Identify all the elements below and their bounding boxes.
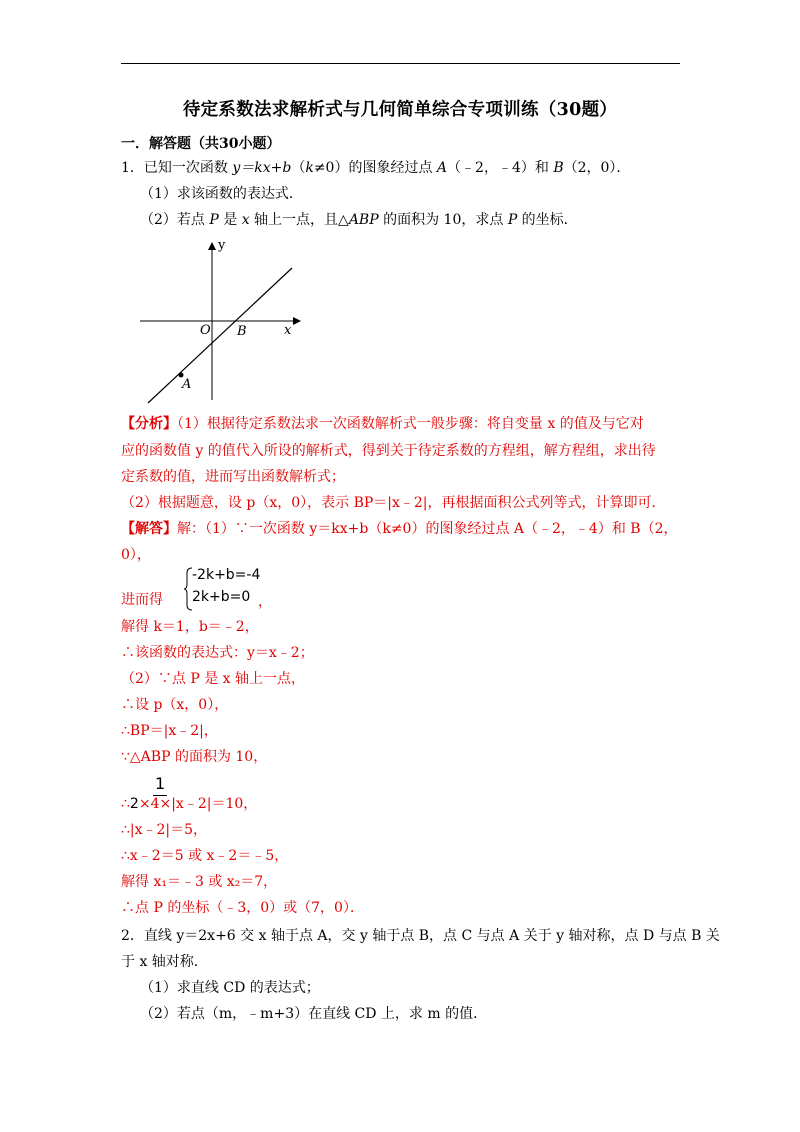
therefore-symbol: ∴	[121, 796, 130, 812]
q1-part2-text-e: 的坐标．	[517, 212, 578, 228]
q1-part2-text-d: 的面积为 10，求点	[378, 212, 508, 228]
solution-line-11: ∴点 P 的坐标（﹣3，0）或（7，0）．	[121, 900, 364, 916]
q1-stem-text-e: （2，0）．	[563, 160, 631, 176]
q2-part1: （1）求直线 CD 的表达式；	[140, 980, 320, 996]
analysis-line-1	[121, 414, 644, 434]
system-row-1: -2k+b=-4	[192, 567, 261, 583]
page-title: 待定系数法求解析式与几何简单综合专项训练（30题）	[182, 100, 618, 120]
solution-line-5: ∴BP＝|x﹣2|，	[121, 723, 218, 739]
q1-part2-point-p: P	[209, 212, 219, 228]
analysis-line-4: （2）根据题意，设 p（x，0），表示 BP＝|x﹣2|，再根据面积公式列等式，计算即可．	[121, 495, 666, 511]
system-prefix: 进而得	[121, 592, 163, 608]
solution-line-7	[121, 794, 257, 814]
q1-stem-text-d: （﹣2，﹣4）和	[447, 160, 554, 176]
x-axis-label: x	[284, 323, 292, 338]
q1-stem-point-b: B	[553, 160, 564, 176]
origin-label: O	[200, 323, 211, 338]
answer-tag: 【解答】	[121, 521, 177, 537]
function-line	[148, 268, 292, 403]
q2-part2: （2）若点（m，﹣m+3）在直线 CD 上，求 m 的值．	[140, 1006, 488, 1022]
system-row-2: 2k+b=0	[192, 589, 251, 605]
fraction-numerator: 1	[155, 774, 166, 793]
q1-part2-triangle: ABP	[348, 212, 379, 228]
q1-stem-equation: y＝kx+b	[232, 160, 292, 176]
solution-line-3: （2）∵点 P 是 x 轴上一点，	[121, 671, 306, 687]
analysis-text-1: （1）根据待定系数法求一次函数解析式一般步骤：将自变量 x 的值及与它对	[177, 416, 644, 432]
section-heading: 一．解答题（共30小题）	[121, 136, 281, 152]
header-rule	[121, 63, 680, 64]
solution-line-2: ∴该函数的表达式：y＝x﹣2；	[121, 645, 314, 661]
q2-stem-line-1: 2．直线 y＝2x+6 交 x 轴于点 A，交 y 轴于点 B，点 C 与点 A 关于 y 轴对称，点 D 与点 B 关	[121, 928, 720, 944]
answer-text-1: 解：（1）∵一次函数 y＝kx+b（k≠0）的图象经过点 A（﹣2，﹣4）和 B（2，	[177, 521, 678, 537]
q2-stem-line-2: 于 x 轴对称．	[121, 954, 208, 970]
solution-line-6: ∵△ABP 的面积为 10，	[121, 749, 268, 765]
analysis-line-3: 定系数的值，进而写出函数解析式；	[121, 469, 345, 485]
q1-stem-text-a: 1．已知一次函数	[121, 160, 233, 176]
analysis-line-2: 应的函数值 y 的值代入所设的解析式，得到关于待定系数的方程组，解方程组，求出待	[121, 443, 656, 459]
q1-stem-text-b: （	[291, 160, 306, 176]
q1-part2-point-p2: P	[507, 212, 518, 228]
q1-part1: （1）求该函数的表达式．	[140, 186, 303, 202]
answer-line-1	[121, 519, 677, 539]
solution-line-4: ∴设 p（x，0），	[121, 697, 229, 713]
y-axis-label: y	[218, 238, 226, 253]
solution-line-7-text: ×4×|x﹣2|＝10，	[138, 796, 258, 812]
solution-line-1: 解得 k＝1，b＝﹣2，	[121, 619, 259, 635]
q1-coordinate-graph	[130, 235, 310, 405]
solution-line-10: 解得 x₁＝﹣3 或 x₂＝7，	[121, 874, 278, 890]
fraction-denominator: 2	[129, 796, 139, 812]
answer-line-2: 0），	[121, 547, 151, 563]
solution-line-9: ∴x﹣2＝5 或 x﹣2＝﹣5，	[121, 848, 289, 864]
q1-stem-text-c: ≠0）的图象经过点	[313, 160, 437, 176]
q1-stem-k: k	[305, 160, 314, 176]
q1-stem-point-a: A	[436, 160, 448, 176]
q1-part2-text-c: 轴上一点，且△	[249, 212, 349, 228]
point-a-label: A	[182, 377, 192, 392]
point-b-label: B	[237, 324, 247, 339]
analysis-tag: 【分析】	[121, 416, 177, 432]
q1-part2	[140, 210, 578, 230]
q1-stem	[121, 158, 630, 178]
system-suffix: ，	[258, 594, 272, 610]
solution-line-8: ∴|x﹣2|＝5，	[121, 822, 208, 838]
q1-part2-x: x	[241, 212, 250, 228]
q1-part2-text-b: 是	[218, 212, 242, 228]
q1-part2-text-a: （2）若点	[140, 212, 210, 228]
